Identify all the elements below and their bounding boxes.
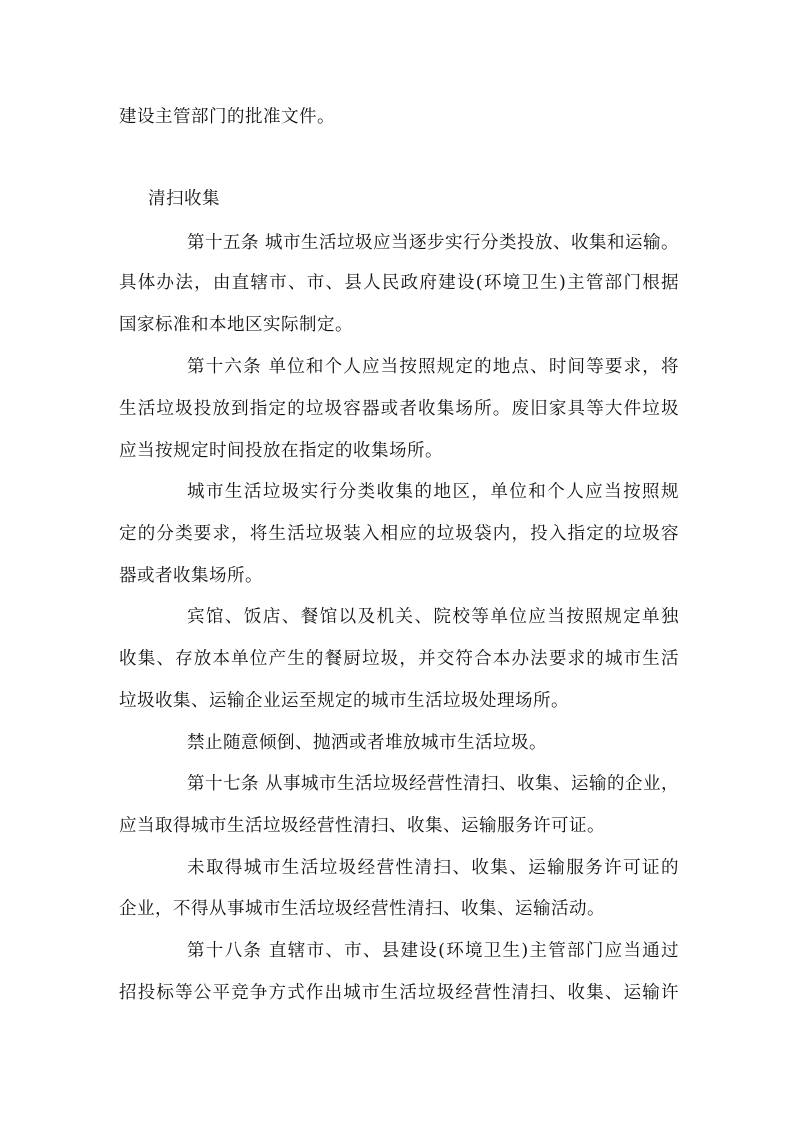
text-line: 垃圾收集、运输企业运至规定的城市生活垃圾处理场所。	[119, 691, 569, 711]
text-line: 收集、存放本单位产生的餐厨垃圾，并交符合本办法要求的城市生活	[119, 649, 679, 669]
text-line: 禁止随意倾倒、抛洒或者堆放城市生活垃圾。	[187, 733, 547, 753]
text-line: 城市生活垃圾实行分类收集的地区，单位和个人应当按照规	[187, 482, 679, 502]
text-line: 应当取得城市生活垃圾经营性清扫、收集、运输服务许可证。	[119, 816, 605, 836]
text-line: 定的分类要求，将生活垃圾装入相应的垃圾袋内，投入指定的垃圾容	[119, 524, 679, 544]
text-line: 企业，不得从事城市生活垃圾经营性清扫、收集、运输活动。	[119, 899, 605, 919]
section-heading: 清扫收集	[148, 189, 220, 209]
text-line: 宾馆、饭店、餐馆以及机关、院校等单位应当按照规定单独	[187, 607, 679, 627]
text-line: 建设主管部门的批准文件。	[119, 107, 335, 127]
text-line: 器或者收集场所。	[119, 566, 263, 586]
text-line: 国家标准和本地区实际制定。	[119, 315, 353, 335]
text-line: 未取得城市生活垃圾经营性清扫、收集、运输服务许可证的	[187, 858, 679, 878]
text-line: 招投标等公平竞争方式作出城市生活垃圾经营性清扫、收集、运输许	[119, 983, 679, 1003]
text-line: 生活垃圾投放到指定的垃圾容器或者收集场所。废旧家具等大件垃圾	[119, 399, 679, 419]
article-15-line: 第十五条 城市生活垃圾应当逐步实行分类投放、收集和运输。	[187, 233, 680, 253]
text-line: 应当按规定时间投放在指定的收集场所。	[119, 441, 443, 461]
article-16-line: 第十六条 单位和个人应当按照规定的地点、时间等要求，将	[187, 357, 679, 377]
article-17-line: 第十七条 从事城市生活垃圾经营性清扫、收集、运输的企业，	[187, 774, 680, 794]
article-18-line: 第十八条 直辖市、市、县建设(环境卫生)主管部门应当通过	[187, 941, 679, 961]
text-line: 具体办法，由直辖市、市、县人民政府建设(环境卫生)主管部门根据	[119, 273, 679, 293]
